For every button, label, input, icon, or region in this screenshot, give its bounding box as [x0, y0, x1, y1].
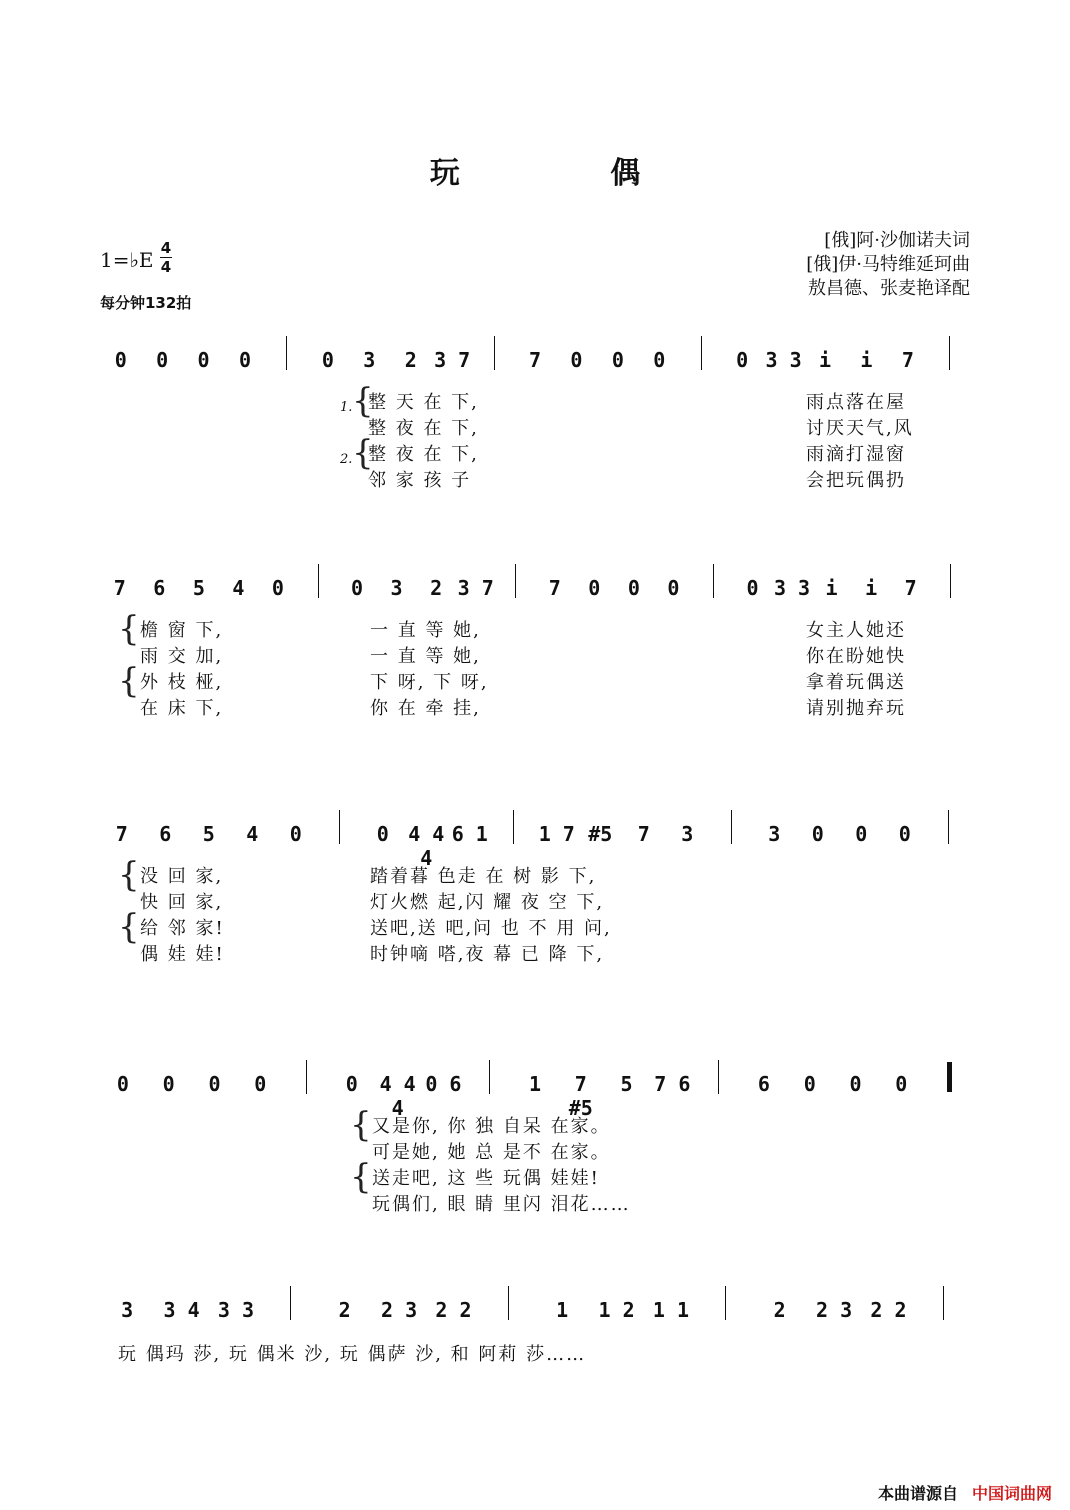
- note: 0: [898, 822, 911, 846]
- key-signature: 1=♭E: [100, 248, 154, 272]
- lyric-text: 外 枝 桠,: [140, 672, 224, 693]
- note: 0: [321, 348, 334, 372]
- barline: [290, 1286, 291, 1320]
- note: 3 3: [217, 1298, 254, 1322]
- composer-credit: [俄]伊·马特维延珂曲: [806, 254, 970, 275]
- note: 0: [588, 576, 601, 600]
- note: 0: [611, 348, 624, 372]
- translator-credit: 敖昌德、张麦艳译配: [808, 278, 970, 299]
- note: 0: [289, 822, 302, 846]
- lyric-text: 讨厌天气,风: [806, 418, 914, 439]
- lyric-text: 玩偶们, 眼 睛 里闪 泪花……: [372, 1194, 631, 1215]
- barline: [515, 564, 516, 598]
- barline: [943, 1286, 944, 1320]
- verse-brace: {: [118, 855, 140, 895]
- note: 1: [528, 1072, 541, 1096]
- note: 2: [338, 1298, 351, 1322]
- lyric-text: 可是她, 她 总 是不 在家。: [372, 1142, 611, 1163]
- note: 2 2: [870, 1298, 907, 1322]
- note: 3: [390, 576, 403, 600]
- note: 1 2: [598, 1298, 635, 1322]
- lyric-text: 雨滴打湿窗: [806, 444, 906, 465]
- note: 0: [855, 822, 868, 846]
- note: 7 6: [654, 1072, 691, 1096]
- note: 6: [159, 822, 172, 846]
- verse-brace: {: [350, 1157, 372, 1197]
- lyric-text: 一 直 等 她,: [370, 646, 481, 667]
- note: 7: [637, 822, 650, 846]
- verse-brace: {: [118, 907, 140, 947]
- footer-site[interactable]: 中国词曲网: [971, 1484, 1052, 1503]
- note: 0: [746, 576, 759, 600]
- barline: [725, 1286, 726, 1320]
- verse-brace: {: [350, 1105, 372, 1145]
- score-line-3: [100, 822, 980, 870]
- note: 4 4 4: [408, 822, 445, 870]
- note: 7: [528, 348, 542, 372]
- note: 4: [232, 576, 245, 600]
- barline: [713, 564, 714, 598]
- note: 0: [627, 576, 640, 600]
- note: 0 6: [425, 1072, 462, 1096]
- note: 4: [246, 822, 259, 846]
- lyric-text: 偶 娃 娃!: [140, 944, 225, 965]
- verse-number: 1.: [340, 400, 353, 415]
- lyric-text: 快 回 家,: [140, 892, 224, 913]
- lyric-text: 雨点落在屋: [806, 392, 906, 413]
- lyric-text: 雨 交 加,: [140, 646, 224, 667]
- note: 0: [849, 1072, 862, 1096]
- note: 0: [376, 822, 389, 846]
- verse-brace: {: [352, 381, 374, 421]
- barline: [286, 336, 287, 370]
- note: 0: [811, 822, 824, 846]
- barline: [718, 1060, 719, 1094]
- barline: [731, 810, 732, 844]
- note: 3: [363, 348, 376, 372]
- lyric-text: 拿着玩偶送: [806, 672, 906, 693]
- barline: [950, 564, 951, 598]
- note: 0: [667, 576, 680, 600]
- lyric-text: 请别抛弃玩: [806, 698, 906, 719]
- barline: [494, 336, 495, 370]
- note: i: [860, 348, 873, 372]
- note: #5: [588, 822, 613, 846]
- lyric-text: 玩 偶玛 莎, 玩 偶米 沙, 玩 偶萨 沙, 和 阿莉 莎……: [118, 1344, 587, 1365]
- lyric-text: 踏着暮 色走 在 树 影 下,: [370, 866, 597, 887]
- lyric-text: 时钟嘀 嗒,夜 幕 已 降 下,: [370, 944, 605, 965]
- score-line-5: [100, 1298, 980, 1338]
- lyric-text: 整 天 在 下,: [368, 392, 479, 413]
- note: 0: [736, 348, 749, 372]
- lyric-text: 下 呀, 下 呀,: [370, 672, 489, 693]
- verse-brace: {: [118, 661, 140, 701]
- note: i: [865, 576, 878, 600]
- note: 0: [208, 1072, 221, 1096]
- page-title: 玩 偶: [429, 156, 711, 191]
- note: 2 2: [435, 1298, 472, 1322]
- note: 5: [620, 1072, 633, 1096]
- score-line-2: [100, 576, 980, 616]
- footer-prefix: 本曲谱源自: [877, 1484, 958, 1503]
- barline: [949, 336, 950, 370]
- note: 1: [556, 1298, 569, 1322]
- lyric-text: 邻 家 孩 子: [368, 470, 472, 491]
- lyric-text: 给 邻 家!: [140, 918, 225, 939]
- note: 1 7: [538, 822, 575, 846]
- note: 0: [653, 348, 666, 372]
- note: 3: [681, 822, 694, 846]
- lyric-text: 整 夜 在 下,: [368, 444, 479, 465]
- note: 0: [238, 348, 252, 372]
- verse-brace: {: [352, 433, 374, 473]
- lyric-text: 没 回 家,: [140, 866, 224, 887]
- note: 0: [803, 1072, 816, 1096]
- note: 0: [254, 1072, 267, 1096]
- lyric-text: 你在盼她快: [806, 646, 906, 667]
- note: 5: [192, 576, 205, 600]
- lyric-text: 整 夜 在 下,: [368, 418, 479, 439]
- note: 0: [271, 576, 284, 600]
- note: 0: [345, 1072, 358, 1096]
- note: 6: [153, 576, 166, 600]
- note: 3 3: [773, 576, 811, 600]
- note: 3 4: [163, 1298, 200, 1322]
- barline: [948, 810, 949, 844]
- note: 6: [757, 1072, 770, 1096]
- note: i: [818, 348, 832, 372]
- note: 7: [113, 576, 126, 600]
- note: 3 3: [765, 348, 802, 372]
- note: 0: [116, 1072, 129, 1096]
- time-signature: [160, 240, 172, 275]
- note: 0: [162, 1072, 175, 1096]
- lyric-text: 一 直 等 她,: [370, 620, 481, 641]
- lyricist-credit: [俄]阿·沙伽诺夫词: [824, 230, 970, 251]
- note: 7: [548, 576, 561, 600]
- lyric-text: 女主人她还: [806, 620, 906, 641]
- barline: [508, 1286, 509, 1320]
- barline: [513, 810, 514, 844]
- note: 2: [430, 576, 443, 600]
- note: 2 3: [816, 1298, 853, 1322]
- note: 7: [904, 576, 917, 600]
- note: 3 7: [434, 348, 471, 372]
- note: 3: [768, 822, 781, 846]
- note: i: [825, 576, 838, 600]
- lyric-text: 灯火燃 起,闪 耀 夜 空 下,: [370, 892, 605, 913]
- note: 7: [115, 822, 128, 846]
- lyric-text: 会把玩偶扔: [806, 470, 906, 491]
- note: 0: [895, 1072, 908, 1096]
- note: 7 #5: [568, 1072, 593, 1120]
- barline: [489, 1060, 490, 1094]
- score-line-1: [100, 348, 980, 388]
- note: 4 4 4: [379, 1072, 416, 1120]
- note: 0: [351, 576, 364, 600]
- lyric-text: 你 在 牵 挂,: [370, 698, 481, 719]
- barline: [339, 810, 340, 844]
- repeat-end-barline: [947, 1062, 958, 1092]
- lyric-text: 送吧,送 吧,问 也 不 用 问,: [370, 918, 612, 939]
- note: 2: [404, 348, 417, 372]
- note: 0: [156, 348, 169, 372]
- lyric-text: 又是你, 你 独 自呆 在家。: [372, 1116, 611, 1137]
- note: 3 7: [457, 576, 494, 600]
- barline: [701, 336, 702, 370]
- lyric-text: 送走吧, 这 些 玩偶 娃娃!: [372, 1168, 600, 1189]
- note: 2 3: [381, 1298, 418, 1322]
- note: 7: [901, 348, 914, 372]
- score-line-4: [100, 1072, 980, 1120]
- note: 0: [114, 348, 127, 372]
- tempo-marking: 每分钟132拍: [100, 294, 192, 312]
- note: 3: [121, 1298, 134, 1322]
- lyric-text: 檐 窗 下,: [140, 620, 224, 641]
- note: 0: [570, 348, 583, 372]
- note: 5: [202, 822, 215, 846]
- lyric-text: 在 床 下,: [140, 698, 224, 719]
- note: 0: [197, 348, 210, 372]
- barline: [306, 1060, 307, 1094]
- verse-number: 2.: [340, 452, 353, 467]
- note: 2: [773, 1298, 786, 1322]
- barline: [318, 564, 319, 598]
- verse-brace: {: [118, 609, 140, 649]
- note: 1 1: [652, 1298, 689, 1322]
- note: 6 1: [451, 822, 488, 846]
- time-top: 4: [160, 239, 172, 257]
- time-bottom: 4: [160, 258, 172, 276]
- source-footer: [878, 1481, 1052, 1504]
